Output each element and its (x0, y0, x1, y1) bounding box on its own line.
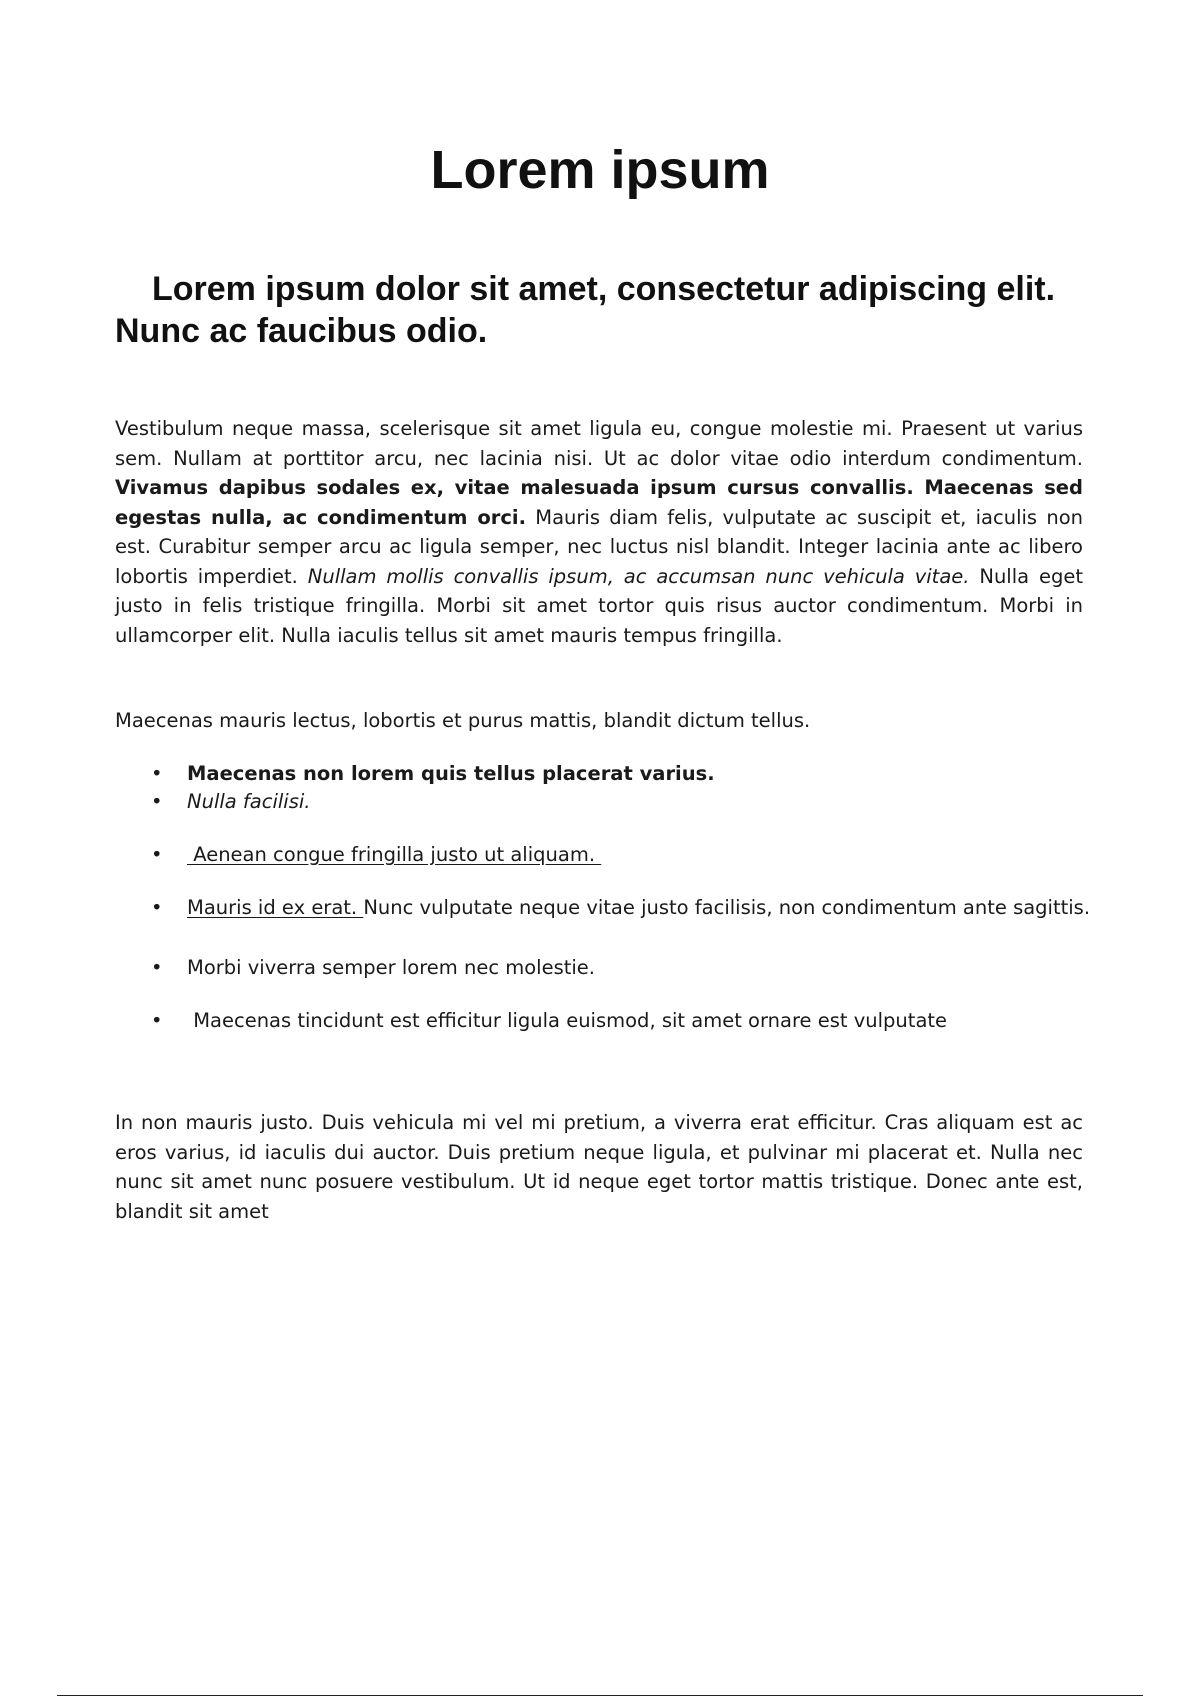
bullet-item-2 (115, 787, 1155, 817)
paragraph-1-bold-text: Vivamus dapibus sodales ex, vitae malesuada ipsum cursus convallis. Maecenas sed egestas nulla, ac condimentum orci. (115, 476, 1083, 529)
paragraph-1-italic-text: Nullam mollis convallis ipsum, ac accumsan nunc vehicula vitae. (307, 564, 970, 588)
bullet-marker: • (151, 843, 163, 866)
bullet-item-4 (115, 893, 1155, 923)
bullet-item-3 (115, 840, 1155, 870)
bullet-item-1-text: Maecenas non lorem quis tellus placerat varius. (187, 762, 715, 785)
body-paragraph-3: In non mauris justo. Duis vehicula mi vel mi pretium, a viverra erat efficitur. Cras aliquam est ac eros varius, id iaculis dui auctor. Duis pretium neque ligula, et pulvinar mi placerat et. Nulla nec nunc sit amet nunc posuere vestibulum. Ut id neque eget tortor mattis tristique. Donec ante est, blandit sit amet (115, 1111, 1083, 1223)
bullet-item-4-text: Nunc vulputate neque vitae justo facilisis, non condimentum ante sagittis. (363, 896, 1091, 919)
body-paragraph-2: Maecenas mauris lectus, lobortis et purus mattis, blandit dictum tellus. (115, 709, 811, 732)
bullet-marker: • (151, 1009, 163, 1032)
bullet-item-6 (115, 1006, 1155, 1036)
bullet-marker: • (151, 896, 163, 919)
bullet-item-2-text: Nulla facilisi. (187, 790, 311, 813)
document-title: Lorem ipsum (430, 140, 770, 200)
bullet-marker: • (151, 790, 163, 813)
bullet-item-5 (115, 953, 1155, 983)
bullet-item-3-text: Aenean congue fringilla justo ut aliquam. (187, 843, 602, 866)
bullet-item-6-text: Maecenas tincidunt est efficitur ligula euismod, sit amet ornare est vulputate (187, 1009, 948, 1032)
bullet-item-1 (115, 759, 1155, 789)
bullet-marker: • (151, 956, 163, 979)
paragraph-1-text-a: Vestibulum neque massa, scelerisque sit amet ligula eu, congue molestie mi. Praesent ut varius sem. Nullam at porttitor arcu, nec lacinia nisi. Ut ac dolor vitae odio interdum condimentum. (115, 417, 1083, 470)
document-subtitle: Lorem ipsum dolor sit amet, consectetur adipiscing elit. Nunc ac faucibus odio. (115, 270, 1056, 350)
footer-divider (57, 1695, 1143, 1696)
body-paragraph-1 (115, 414, 1083, 650)
bullet-marker: • (151, 762, 163, 785)
paragraph-1-text-c: Nulla eget justo in felis tristique fringilla. Morbi sit amet tortor quis risus auctor condimentum. Morbi in ullamcorper elit. Nulla iaculis tellus sit amet mauris tempus fringilla. (115, 564, 1083, 647)
bullet-item-4-underlined-text: Mauris id ex erat. (187, 896, 364, 919)
bullet-item-5-text: Morbi viverra semper lorem nec molestie. (187, 956, 596, 979)
paragraph-1-text-b: Mauris diam felis, vulputate ac suscipit et, iaculis non est. Curabitur semper arcu ac ligula semper, nec luctus nisl blandit. Integer lacinia ante ac libero lobortis imperdiet. (115, 505, 1083, 588)
